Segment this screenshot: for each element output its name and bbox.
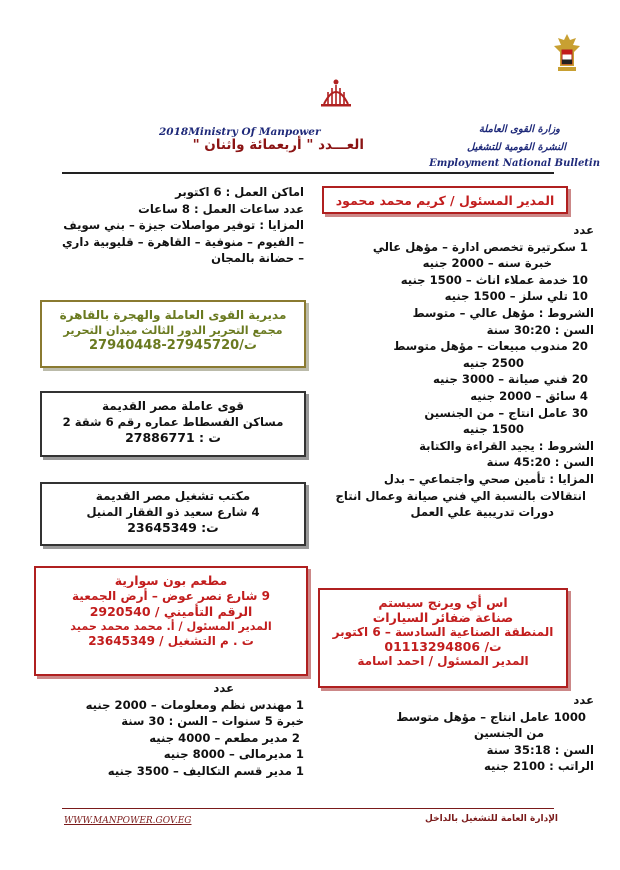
- list-item: 20 فني صيانة – 3000 جنيه: [433, 372, 588, 387]
- list-item: 1 مهندس نظم ومعلومات – 2000 جنيه: [85, 697, 304, 712]
- right-bottom-list: [324, 692, 594, 775]
- office2-address: 4 شارع سعيد ذو الفقار المنيل: [86, 505, 260, 519]
- manager-name: المدير المسئول / كريم محمد محمود: [335, 193, 555, 208]
- manager-box: [322, 186, 568, 214]
- list-item: 4 سائق – 2000 جنيه: [470, 388, 588, 403]
- company-phone: ت/ 01113294806: [384, 639, 502, 654]
- footer-url[interactable]: WWW.MANPOWER.GOV.EG: [64, 816, 192, 826]
- list-item: عدد ساعات العمل : 8 ساعات: [138, 201, 304, 216]
- list-item: 20 مندوب مبيعات – مؤهل متوسط: [393, 339, 588, 354]
- list-item: 1000 عامل انتاج – مؤهل متوسط: [396, 709, 586, 724]
- list-item: 1500 جنيه: [462, 422, 524, 437]
- list-item: خبرة سنه – 2000 جنيه: [422, 256, 552, 271]
- list-item: 2500 جنيه: [462, 355, 524, 370]
- restaurant-box: [34, 566, 308, 676]
- list-item: السن : 30:20 سنة: [486, 322, 594, 337]
- directorate-box: [40, 300, 306, 368]
- office2-phone: ت: 23645349: [127, 520, 219, 535]
- egypt-eagle-emblem: [552, 32, 582, 74]
- list-item: دورات تدريبية علي العمل: [410, 505, 554, 520]
- list-item: – حضانة بالمجان: [211, 251, 304, 266]
- header-rule: [62, 172, 554, 174]
- list-item: الراتب : 2100 جنيه: [483, 759, 594, 774]
- office2-title: مكتب تشغيل مصر القديمة: [95, 489, 251, 503]
- list-item: الشروط : مؤهل عالي – متوسط: [412, 305, 594, 320]
- office1-title: قوى عاملة مصر القديمة: [102, 399, 244, 413]
- list-item: الشروط : يجيد القراءة والكتابة: [419, 438, 594, 453]
- company-address: المنطقة الصناعية السادسة – 6 اكتوبر: [332, 625, 554, 639]
- list-item: 1 مدير قسم التكاليف – 3500 جنيه: [107, 763, 304, 778]
- directorate-phone: ت/27945720-27940448: [89, 338, 257, 353]
- restaurant-address: 9 شارع نصر عوض – أرض الجمعية: [72, 589, 270, 603]
- left-bottom-list: [42, 680, 304, 780]
- list-item: – الفيوم – منوفية – القاهرة – قليوبية داري: [62, 234, 304, 249]
- directorate-address: مجمع التحرير الدور الثالث ميدان التحرير: [63, 324, 283, 337]
- footer-rule: [62, 808, 554, 809]
- list-item: 10 تلي سلز – 1500 جنيه: [444, 289, 588, 304]
- bulletin-logo: [316, 76, 356, 108]
- restaurant-office-phone: ت . م التشغيل / 23645349: [88, 634, 254, 648]
- restaurant-manager: المدير المسئول / أ. محمد محمد حميد: [70, 620, 272, 633]
- directorate-title: مديرية القوى العاملة والهجرة بالقاهرة: [59, 308, 287, 322]
- list-item: خبرة 5 سنوات – السن : 30 سنة: [121, 714, 304, 729]
- office1-box: [40, 391, 306, 457]
- list-item: المزايا : توفير مواصلات جيزة – بني سويف: [63, 218, 304, 233]
- company-activity: صناعة ضفائر السيارات: [372, 610, 514, 625]
- list-item: انتقالات بالنسبة الي فني صيانة وعمال انتاج: [335, 488, 586, 503]
- left-top-list: [42, 184, 304, 267]
- ministry-name-en: Ministry Of Manpower: [188, 126, 321, 138]
- list-item: عدد: [573, 223, 594, 237]
- ministry-name-ar: وزارة القوى العاملة: [478, 124, 560, 135]
- list-item: عدد: [573, 693, 594, 707]
- right-job-list: [324, 222, 594, 521]
- office2-box: [40, 482, 306, 546]
- issue-year: 2018: [159, 126, 189, 138]
- list-item: اماكن العمل : 6 اكتوبر: [175, 185, 304, 199]
- list-item: 30 عامل انتاج – من الجنسين: [424, 405, 588, 420]
- list-item: 2 مدير مطعم – 4000 جنيه: [149, 730, 300, 745]
- list-item: من الجنسين: [473, 726, 544, 741]
- bulletin-name-en: Employment National Bulletin: [429, 158, 600, 169]
- company-manager: المدير المسئول / احمد اسامة: [357, 654, 529, 668]
- office1-phone: ت : 27886771: [125, 430, 221, 445]
- list-item: عدد: [213, 681, 234, 695]
- list-item: السن : 45:20 سنة: [486, 455, 594, 470]
- restaurant-insurance: الرقم التأميني / 2920540: [89, 604, 253, 619]
- footer-department: الإدارة العامة للتشغيل بالداخل: [425, 814, 558, 824]
- office1-address: مساكن الفسطاط عماره رقم 6 شقة 2: [62, 415, 284, 429]
- company-box: [318, 588, 568, 688]
- list-item: السن : 35:18 سنة: [486, 742, 594, 757]
- list-item: 10 خدمة عملاء اناث – 1500 جنيه: [400, 272, 588, 287]
- bulletin-name-ar: النشرة القومية للتشغيل: [467, 142, 566, 153]
- issue-number: العـــدد " أربعمائة واثنان ": [192, 137, 364, 153]
- list-item: المزايا : تأمين صحي واجتماعي – بدل: [383, 471, 594, 486]
- company-name: اس أي ويرنج سيستم: [378, 595, 508, 610]
- restaurant-name: مطعم بون سوارية: [114, 573, 228, 588]
- list-item: 1 سكرتيرة تخصص ادارة – مؤهل عالي: [372, 239, 588, 254]
- list-item: 1 مديرمالى – 8000 جنيه: [163, 747, 304, 762]
